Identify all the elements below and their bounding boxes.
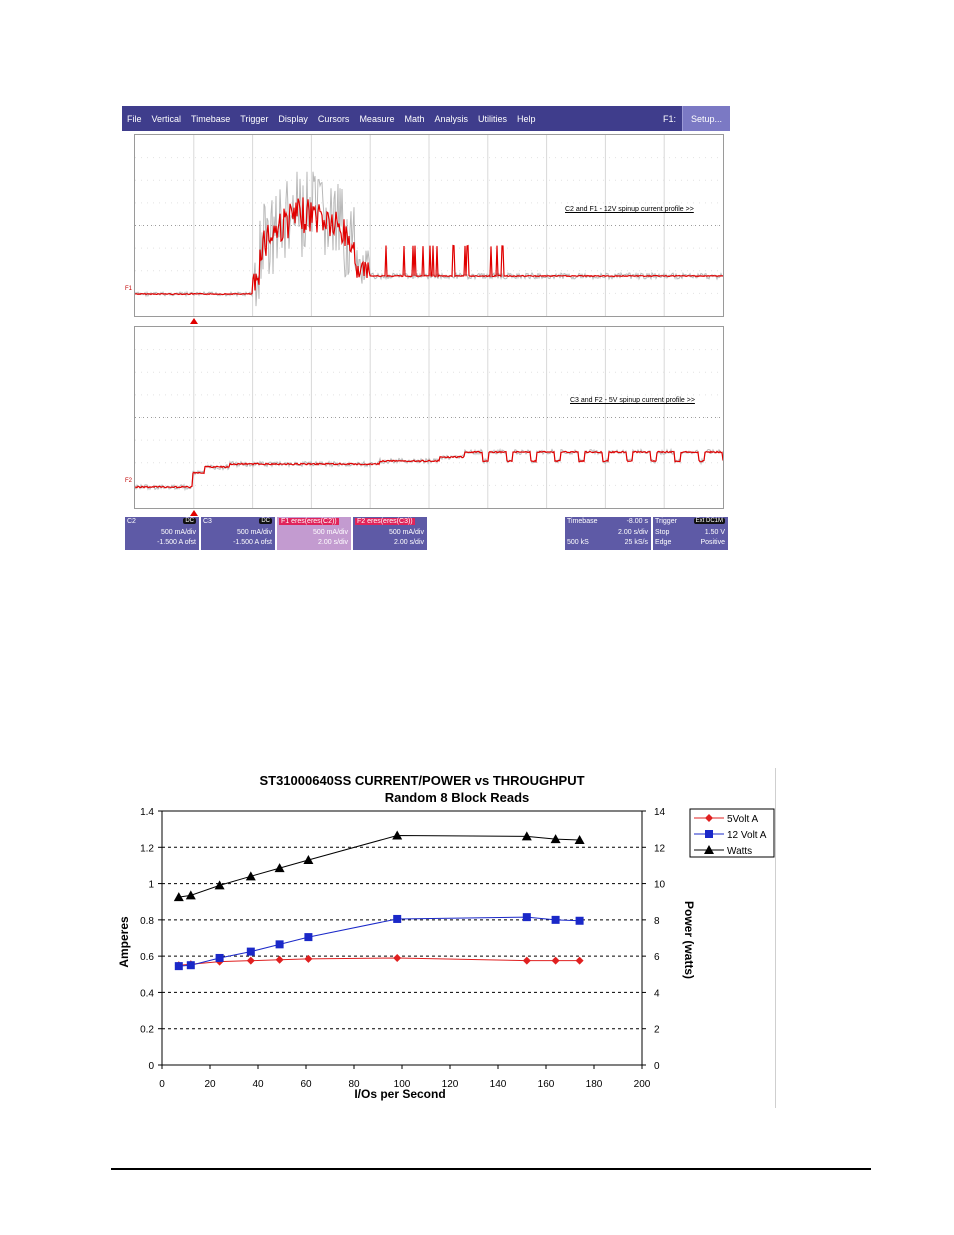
- y-tick-label: 0.6: [140, 952, 154, 964]
- menu-vertical[interactable]: Vertical: [151, 113, 182, 124]
- y2-tick-label: 0: [654, 1061, 660, 1072]
- y2-tick-label: 2: [654, 1024, 660, 1036]
- footer-rule: [111, 1168, 871, 1170]
- y2-tick-label: 10: [654, 879, 666, 891]
- x-tick-label: 100: [393, 1079, 411, 1090]
- data-point: [276, 940, 284, 948]
- legend-entry: 5Volt A: [727, 814, 759, 825]
- trigger-marker-top: [190, 318, 198, 324]
- trigger-head: Trigger: [655, 518, 677, 525]
- timebase-descriptor[interactable]: [565, 517, 651, 550]
- y-tick-label: 1.2: [140, 843, 154, 855]
- menu-utilities[interactable]: Utilities: [477, 113, 507, 124]
- panel-caption-5v: C3 and F2 - 5V spinup current profile >>: [570, 397, 695, 404]
- chart-axes: [158, 811, 646, 1069]
- current-power-chart: [112, 765, 778, 1110]
- trace-label-f1: F1: [125, 286, 133, 292]
- y-tick-label: 0.2: [140, 1024, 154, 1036]
- y2-tick-label: 12: [654, 843, 666, 855]
- chart-title: ST31000640SS CURRENT/POWER vs THROUGHPUT: [259, 773, 585, 788]
- menu-timebase[interactable]: Timebase: [191, 113, 231, 124]
- menu-file[interactable]: File: [127, 113, 142, 124]
- scope-grid: [135, 327, 723, 508]
- menu-trigger[interactable]: Trigger: [240, 113, 269, 124]
- menu-cursors[interactable]: Cursors: [317, 113, 350, 124]
- y-tick-label: 1: [148, 879, 154, 891]
- f1-timescale: 2.00 s/div: [318, 539, 348, 546]
- data-point: [276, 956, 284, 964]
- c3-offset: -1.500 A ofst: [233, 539, 272, 546]
- data-point: [393, 954, 401, 962]
- chart-gridlines: [162, 847, 642, 1028]
- y-tick-label: 0: [148, 1061, 154, 1072]
- x-axis-title: I/Os per Second: [354, 1087, 446, 1101]
- legend-entry: Watts: [727, 846, 753, 857]
- menu-help[interactable]: Help: [517, 113, 536, 124]
- chart-legend: [690, 809, 774, 857]
- data-point: [523, 957, 531, 965]
- trigger-source-badge: Ext DC1M: [695, 518, 723, 524]
- data-point: [187, 961, 195, 969]
- trace-5v-plot: [135, 327, 723, 508]
- series-line: [179, 917, 580, 966]
- trigger-mode: Stop: [655, 529, 670, 536]
- data-point: [304, 955, 312, 963]
- data-point: [393, 915, 401, 923]
- c2-scale: 500 mA/div: [160, 529, 196, 536]
- scope-menubar: [122, 106, 730, 131]
- x-tick-label: 0: [159, 1079, 165, 1090]
- data-point: [304, 933, 312, 941]
- x-tick-label: 20: [204, 1079, 216, 1090]
- f2-head: F2 eres(eres(C3)): [357, 518, 413, 525]
- x-tick-label: 60: [300, 1079, 312, 1090]
- c2-head: C2: [127, 518, 136, 525]
- series-line: [179, 835, 580, 897]
- channel-c3-descriptor[interactable]: [201, 517, 275, 550]
- menu-math[interactable]: Math: [404, 113, 425, 124]
- trace-label-f2: F2: [125, 478, 133, 484]
- x-tick-label: 80: [348, 1079, 360, 1090]
- y-tick-label: 0.4: [140, 988, 154, 1000]
- data-point: [552, 957, 560, 965]
- y2-tick-label: 8: [654, 915, 660, 927]
- chart-subtitle: Random 8 Block Reads: [384, 790, 530, 805]
- trace-12v-plot: [135, 135, 723, 316]
- trigger-type: Edge: [655, 539, 672, 546]
- chart-frame-edge: [775, 768, 776, 1108]
- oscilloscope-screenshot: [122, 106, 730, 552]
- panel-caption-12v: C2 and F1 - 12V spinup current profile >>: [565, 206, 694, 213]
- f2-timescale: 2.00 s/div: [394, 539, 424, 546]
- c3-scale: 500 mA/div: [236, 529, 272, 536]
- data-point: [216, 954, 224, 962]
- data-point: [523, 913, 531, 921]
- trigger-level: 1.50 V: [704, 529, 725, 536]
- y-axis-title: Amperes: [117, 916, 131, 968]
- x-tick-label: 180: [585, 1079, 603, 1090]
- data-point: [576, 957, 584, 965]
- x-tick-label: 160: [537, 1079, 555, 1090]
- timebase-rate: 25 kS/s: [624, 539, 648, 546]
- setup-button[interactable]: Setup...: [682, 106, 730, 131]
- chart-tick-labels: [140, 807, 665, 1090]
- timebase-scale: 2.00 s/div: [618, 529, 648, 536]
- channel-c2-descriptor[interactable]: [125, 517, 199, 550]
- chart-canvas: [112, 765, 778, 1110]
- y2-axis-title: Power (watts): [682, 900, 696, 980]
- menu-analysis[interactable]: Analysis: [434, 113, 468, 124]
- menubar-right: [663, 106, 730, 131]
- data-point: [552, 916, 560, 924]
- trace-panel-5v[interactable]: [134, 326, 724, 509]
- c3-head: C3: [203, 518, 212, 525]
- trace-panel-12v[interactable]: [134, 134, 724, 317]
- data-point: [247, 948, 255, 956]
- timebase-delay: -8.00 s: [626, 518, 648, 525]
- timebase-samples: 500 kS: [567, 539, 589, 546]
- trigger-slope: Positive: [700, 539, 725, 546]
- timebase-head: Timebase: [567, 518, 598, 525]
- legend-marker: [705, 830, 713, 838]
- x-tick-label: 200: [633, 1079, 651, 1090]
- scope-grid: [135, 135, 723, 316]
- y2-tick-label: 6: [654, 952, 660, 964]
- trigger-marker-bottom: [190, 510, 198, 516]
- chart-series: [174, 830, 585, 970]
- x-tick-label: 140: [489, 1079, 507, 1090]
- y2-tick-label: 14: [654, 807, 666, 818]
- menu-display[interactable]: Display: [278, 113, 308, 124]
- c3-coupling-badge: DC: [261, 518, 270, 524]
- f1-label: F1:: [662, 113, 676, 124]
- f2-scale: 500 mA/div: [388, 529, 424, 536]
- data-point: [247, 957, 255, 965]
- math-f2-descriptor[interactable]: [353, 517, 427, 550]
- c2-coupling-badge: DC: [185, 518, 194, 524]
- f1-head: F1 eres(eres(C2)): [281, 518, 337, 525]
- series-watts: [174, 830, 585, 901]
- data-point: [576, 917, 584, 925]
- x-tick-label: 40: [252, 1079, 264, 1090]
- y2-tick-label: 4: [654, 988, 660, 1000]
- data-point: [175, 962, 183, 970]
- data-point: [186, 890, 196, 899]
- y-tick-label: 1.4: [140, 807, 154, 818]
- data-point: [392, 830, 402, 839]
- series-line: [179, 958, 580, 965]
- menu-measure[interactable]: Measure: [359, 113, 395, 124]
- y-tick-label: 0.8: [140, 915, 154, 927]
- c2-offset: -1.500 A ofst: [157, 539, 196, 546]
- f1-scale: 500 mA/div: [312, 529, 348, 536]
- trigger-descriptor[interactable]: [653, 517, 728, 550]
- math-f1-descriptor[interactable]: [277, 517, 351, 550]
- x-tick-label: 120: [441, 1079, 459, 1090]
- legend-entry: 12 Volt A: [727, 830, 767, 841]
